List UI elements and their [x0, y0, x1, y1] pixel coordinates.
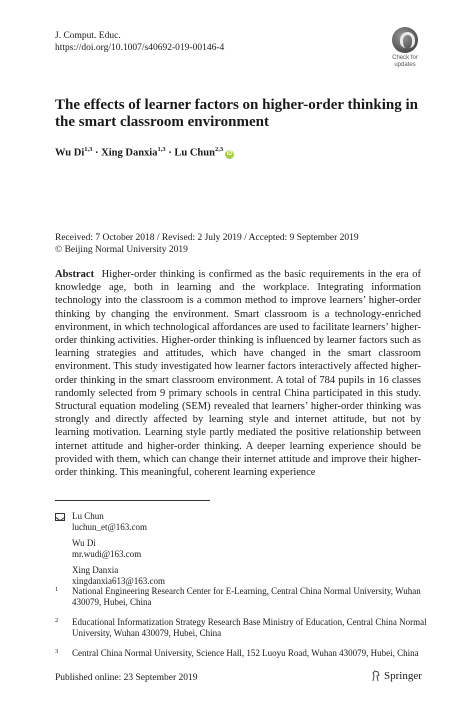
- affiliation-number: 3: [55, 648, 59, 655]
- footnote-divider: [55, 500, 210, 501]
- publisher-name: Springer: [384, 670, 422, 682]
- contact-email[interactable]: xingdanxia613@163.com: [72, 576, 166, 586]
- contact-name: Lu Chun: [72, 511, 104, 521]
- affiliation-list: [55, 586, 435, 668]
- author-list: [55, 146, 234, 159]
- article-dates: [55, 232, 359, 256]
- contact-name: Xing Danxia: [72, 565, 119, 575]
- check-label-2: updates: [394, 62, 416, 68]
- contact-email[interactable]: mr.wudi@163.com: [72, 549, 142, 559]
- affiliation-item: [55, 617, 435, 639]
- abstract: [55, 268, 421, 479]
- affiliation-number: 1: [55, 586, 59, 593]
- author-affiliation-marker: 1,3: [84, 146, 93, 153]
- affiliation-text: Central China Normal University, Science Hall, 152 Luoyu Road, Wuhan 430079, Hubei, China: [72, 648, 419, 658]
- abstract-label: Abstract: [55, 269, 95, 280]
- author-name: Xing Danxia: [101, 147, 158, 159]
- affiliation-item: [55, 586, 435, 608]
- author-affiliation-marker: 1,3: [157, 146, 166, 153]
- published-date: Published online: 23 September 2019: [55, 673, 198, 683]
- check-label-1: Check for: [392, 55, 418, 61]
- doi-link[interactable]: https://doi.org/10.1007/s40692-019-00146-4: [55, 43, 225, 53]
- journal-header: [55, 30, 224, 54]
- author-separator: ·: [165, 147, 175, 159]
- affiliation-text: National Engineering Research Center for E-Learning, Central China Normal University, Wuhan 430079, Hubei, China: [72, 586, 421, 607]
- springer-horse-icon: [371, 670, 381, 682]
- contact-email[interactable]: luchun_et@163.com: [72, 522, 148, 532]
- affiliation-text: Educational Informatization Strategy Research Base Ministry of Education, Central China Normal University, Wuhan 430079, Hubei, China: [72, 617, 427, 638]
- author-name: Wu Di: [55, 147, 85, 159]
- envelope-icon: [55, 513, 65, 521]
- author-separator: ·: [92, 147, 102, 159]
- contact-item: [55, 511, 255, 533]
- orcid-icon[interactable]: iD: [226, 150, 233, 157]
- journal-name: J. Comput. Educ.: [55, 31, 121, 41]
- check-for-updates-badge[interactable]: [385, 27, 425, 69]
- publisher-logo[interactable]: [371, 670, 422, 682]
- article-title: The effects of learner factors on higher-order thinking in the smart classroom environment: [55, 97, 419, 130]
- history-dates: Received: 7 October 2018 / Revised: 2 July 2019 / Accepted: 9 September 2019: [55, 233, 359, 243]
- contact-item: [55, 565, 255, 587]
- affiliation-item: [55, 648, 435, 659]
- contact-name: Wu Di: [72, 538, 96, 548]
- contact-list: [55, 511, 255, 592]
- author-name: Lu Chun: [174, 147, 215, 159]
- affiliation-number: 2: [55, 617, 59, 624]
- contact-item: [55, 538, 255, 560]
- check-for-updates-icon: [392, 27, 418, 53]
- copyright-line: © Beijing Normal University 2019: [55, 245, 188, 255]
- abstract-text: Higher-order thinking is confirmed as the basic requirements in the era of knowledge age, both in learning and the workplace. Integrating information technology into the classroom is a common method to improve learners’ higher-order thinking by changing the environment. Smart classroom is a technology-enriched environment, in which technological affordances are used to facilitate learners’ higher-order thinking activities. Higher-order thinking is influenced by learner factors such as learning strategies and attitudes, which have changed in the smart classroom environment. This study investigated how learner factors interactively affected higher-order thinking in the smart classroom environment. A total of 784 pupils in 16 classes randomly selected from 9 primary schools in central China participated in this study. Structural equation modeling (SEM) revealed that learners’ higher-order thinking was strongly and directly affected by learning style and internet attitude, but not by learning motivation. Learning style partly mediated the positive relationship between internet attitude and higher-order thinking. A deeper learning experience should be provided with them, which can change their internet attitude and improve their higher-order thinking. This meaningful, coherent learning experience: [55, 269, 421, 479]
- author-affiliation-marker: 2,3: [214, 146, 224, 153]
